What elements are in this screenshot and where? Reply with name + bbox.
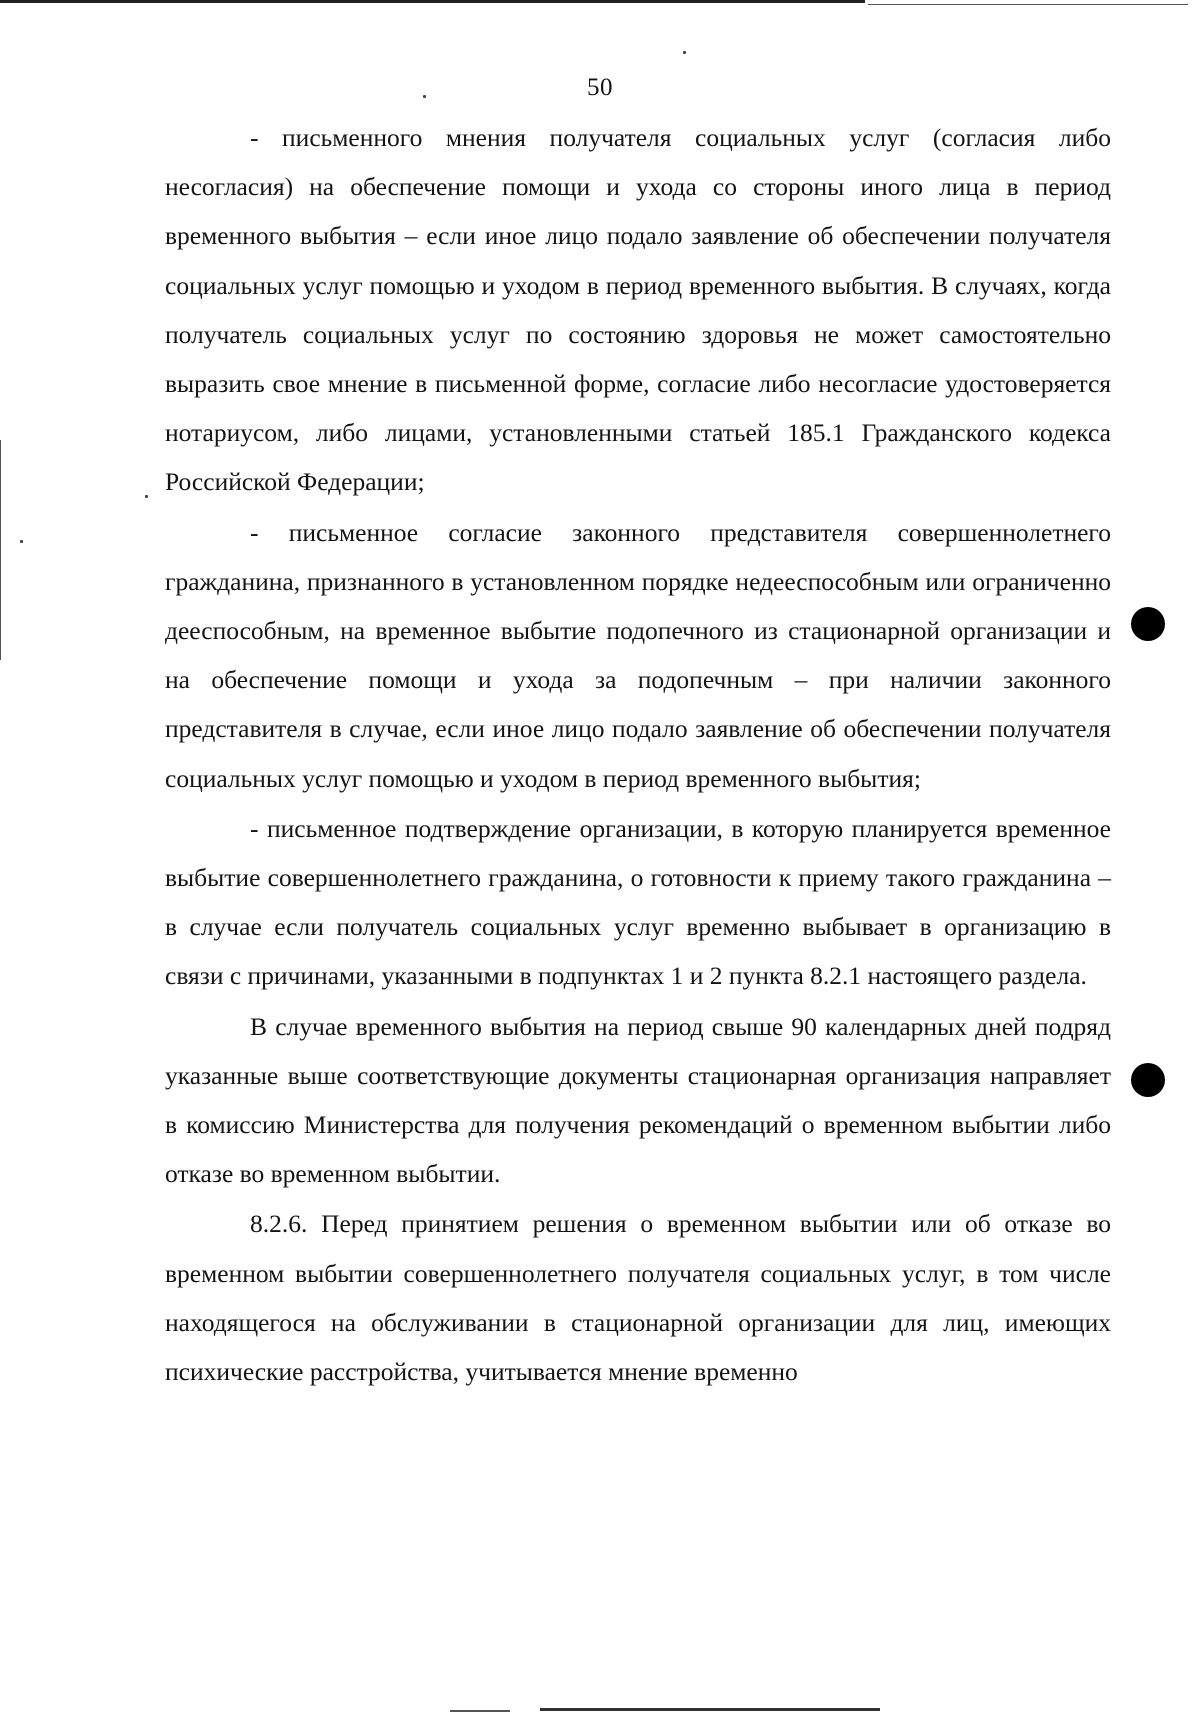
scan-speck xyxy=(683,51,686,54)
scan-bottom-edge-thin xyxy=(450,1710,510,1712)
punch-hole-mark-upper xyxy=(1131,607,1165,641)
paragraph-guardian-consent: - письменное согласие законного представителя совершеннолетнего гражданина, признанного в установленном порядке недееспособным или ограниченно дееспособным, на временное выбытие подопечного из стационарной организации и на обеспечение помощи и ухода за подопечным – при наличии законного представителя в случае, если иное лицо подало заявление об обеспечении получателя социальных услуг помощью и уходом в период временного выбытия; xyxy=(165,517,1111,793)
scan-speck xyxy=(423,95,426,98)
paragraph-written-opinion: - письменного мнения получателя социальных услуг (согласия либо несогласия) на обеспечение помощи и ухода со стороны иного лица в период временного выбытия – если иное лицо подало заявление об обеспечении получателя социальных услуг помощью и уходом в период временного выбытия. В случаях, когда получатель социальных услуг по состоянию здоровья не может самостоятельно выразить свое мнение в письменной форме, согласие либо несогласие удостоверяется нотариусом, либо лицами, установленными статьей 185.1 Гражданского кодекса Российской Федерации; xyxy=(165,123,1111,497)
scan-bottom-edge xyxy=(540,1708,880,1711)
scan-left-edge xyxy=(0,440,1,660)
document-body xyxy=(165,113,1111,1396)
scan-speck xyxy=(145,495,148,498)
scan-top-edge xyxy=(0,0,865,3)
page-number: 50 xyxy=(587,74,613,101)
scan-speck xyxy=(20,540,23,543)
paragraph-8-2-6: 8.2.6. Перед принятием решения о временном выбытии или об отказе во временном выбытии совершеннолетнего получателя социальных услуг, в том числе находящегося на обслуживании в стационарной организации для лиц, имеющих психические расстройства, учитывается мнение временно xyxy=(165,1209,1111,1387)
punch-hole-mark-lower xyxy=(1131,1063,1165,1097)
scan-top-edge-thin xyxy=(868,4,1188,5)
paragraph-90-days: В случае временного выбытия на период свыше 90 календарных дней подряд указанные выше соответствующие документы стационарная организация направляет в комиссию Министерства для получения рекомендаций о временном выбытии либо отказе во временном выбытии. xyxy=(165,1011,1111,1189)
paragraph-organization-confirmation: - письменное подтверждение организации, в которую планируется временное выбытие совершеннолетнего гражданина, о готовности к приему такого гражданина – в случае если получатель социальных услуг временно выбывает в организацию в связи с причинами, указанными в подпунктах 1 и 2 пункта 8.2.1 настоящего раздела. xyxy=(165,813,1111,991)
